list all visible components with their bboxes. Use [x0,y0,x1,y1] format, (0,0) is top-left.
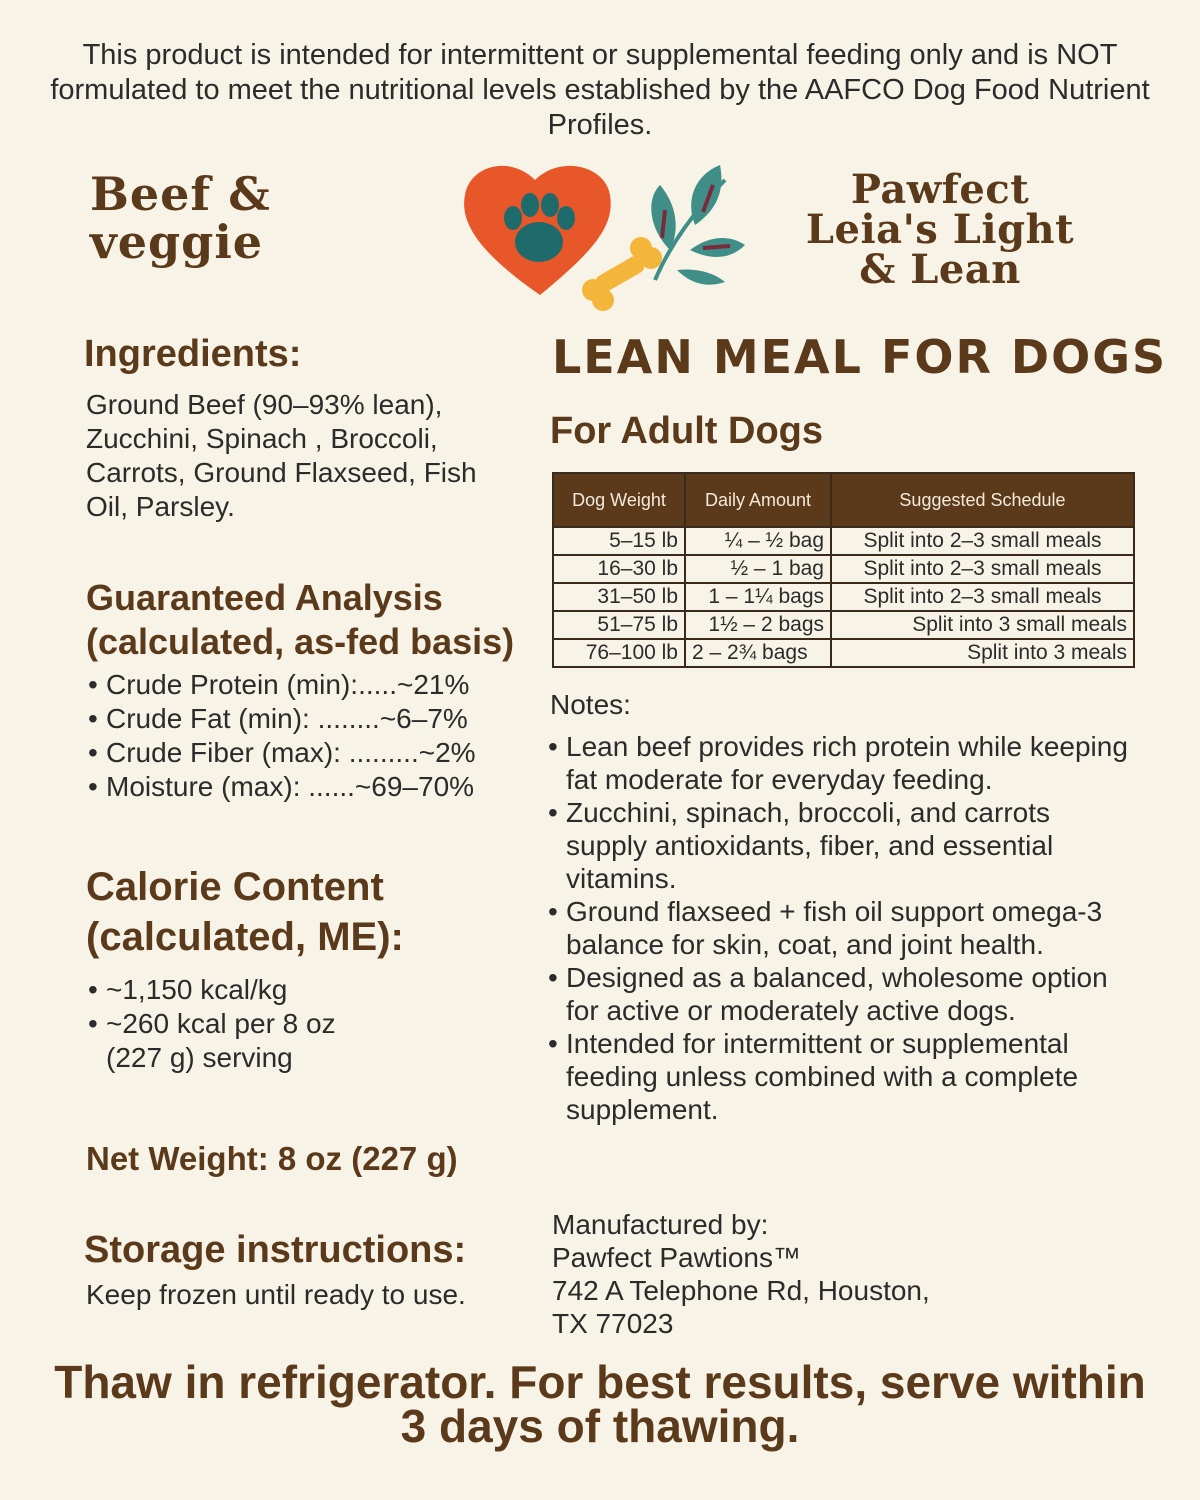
manufacturer-city: TX 77023 [552,1308,674,1339]
table-header-row [553,473,1134,527]
cell-weight: 16–30 lb [553,555,685,583]
table-row [553,555,1134,583]
cell-amount: ¼ – ½ bag [685,527,831,555]
note-item: • Designed as a balanced, wholesome option for active or moderately active dogs. [546,961,1136,1027]
analysis-title [86,576,514,664]
manufacturer-block [552,1208,930,1340]
note-item: • Ground flaxseed + fish oil support omega-3 balance for skin, coat, and joint health. [546,895,1136,961]
calorie-title-line-2: (calculated, ME): [86,915,404,959]
analysis-item: • Crude Protein (min):.....~21% [86,668,516,702]
brand-line-1: Pawfect [850,166,1030,213]
analysis-item: • Crude Fiber (max): .........~2% [86,736,516,770]
manufacturer-address: 742 A Telephone Rd, Houston, [552,1275,930,1306]
thaw-instructions: Thaw in refrigerator. For best results, serve within 3 days of thawing. [54,1356,1146,1452]
cell-amount: ½ – 1 bag [685,555,831,583]
cell-schedule: Split into 2–3 small meals [831,527,1134,555]
col-schedule: Suggested Schedule [831,473,1134,527]
notes-list [546,730,1136,1126]
calorie-item: • ~260 kcal per 8 oz (227 g) serving [86,1007,386,1075]
feeding-table [552,472,1135,668]
product-headline: LEAN MEAL FOR DOGS [552,330,1168,384]
ingredients-text: Ground Beef (90–93% lean), Zucchini, Spinach , Broccoli, Carrots, Ground Flaxseed, Fish Oil, Parsley. [86,389,477,522]
calorie-title [86,862,404,962]
cell-schedule: Split into 2–3 small meals [831,583,1134,611]
analysis-item: • Moisture (max): ......~69–70% [86,770,516,804]
table-row [553,611,1134,639]
cell-schedule: Split into 3 meals [831,639,1134,667]
manufacturer-label: Manufactured by: [552,1209,769,1240]
calorie-item: • ~1,150 kcal/kg [86,973,386,1007]
col-daily-amount: Daily Amount [685,473,831,527]
table-row [553,639,1134,667]
cell-schedule: Split into 2–3 small meals [831,555,1134,583]
analysis-title-line-2: (calculated, as-fed basis) [86,621,515,662]
cell-weight: 5–15 lb [553,527,685,555]
cell-amount: 1 – 1¼ bags [685,583,831,611]
analysis-item: • Crude Fat (min): ........~6–7% [86,702,516,736]
brand-name [770,166,1110,293]
ingredients-title: Ingredients: [84,333,302,375]
variant-line-2: veggie [90,215,264,269]
disclaimer-text: This product is intended for intermittent or supplemental feeding only and is NOT formulated to meet the nutritional levels established by the AAFCO Dog Food Nutrient Profiles. [50,39,1150,141]
analysis-list [86,668,516,804]
notes-title: Notes: [550,689,631,720]
calorie-list [86,973,386,1075]
cell-weight: 51–75 lb [553,611,685,639]
table-row [553,527,1134,555]
note-item: • Intended for intermittent or supplemental feeding unless combined with a complete supplement. [546,1027,1136,1126]
product-variant [90,167,271,269]
table-row [553,583,1134,611]
analysis-title-line-1: Guaranteed Analysis [86,577,443,618]
cell-schedule: Split into 3 small meals [831,611,1134,639]
logo [455,150,745,315]
calorie-title-line-1: Calorie Content [86,865,384,909]
variant-line-1: Beef & [90,167,271,221]
manufacturer-name: Pawfect Pawtions™ [552,1242,801,1273]
storage-title: Storage instructions: [84,1229,467,1271]
cell-amount: 2 – 2¾ bags [685,639,831,667]
bone-icon [582,237,662,311]
brand-line-3: & Lean [859,246,1021,293]
note-item: • Zucchini, spinach, broccoli, and carrots supply antioxidants, fiber, and essential vitamins. [546,796,1136,895]
cell-amount: 1½ – 2 bags [685,611,831,639]
storage-text: Keep frozen until ready to use. [86,1279,466,1310]
note-item: • Lean beef provides rich protein while keeping fat moderate for everyday feeding. [546,730,1136,796]
cell-weight: 76–100 lb [553,639,685,667]
brand-line-2: Leia's Light [805,206,1075,253]
leaf-sprig-icon [651,165,745,285]
feeding-subtitle: For Adult Dogs [550,410,823,452]
net-weight: Net Weight: 8 oz (227 g) [86,1140,458,1177]
cell-weight: 31–50 lb [553,583,685,611]
col-dog-weight: Dog Weight [553,473,685,527]
